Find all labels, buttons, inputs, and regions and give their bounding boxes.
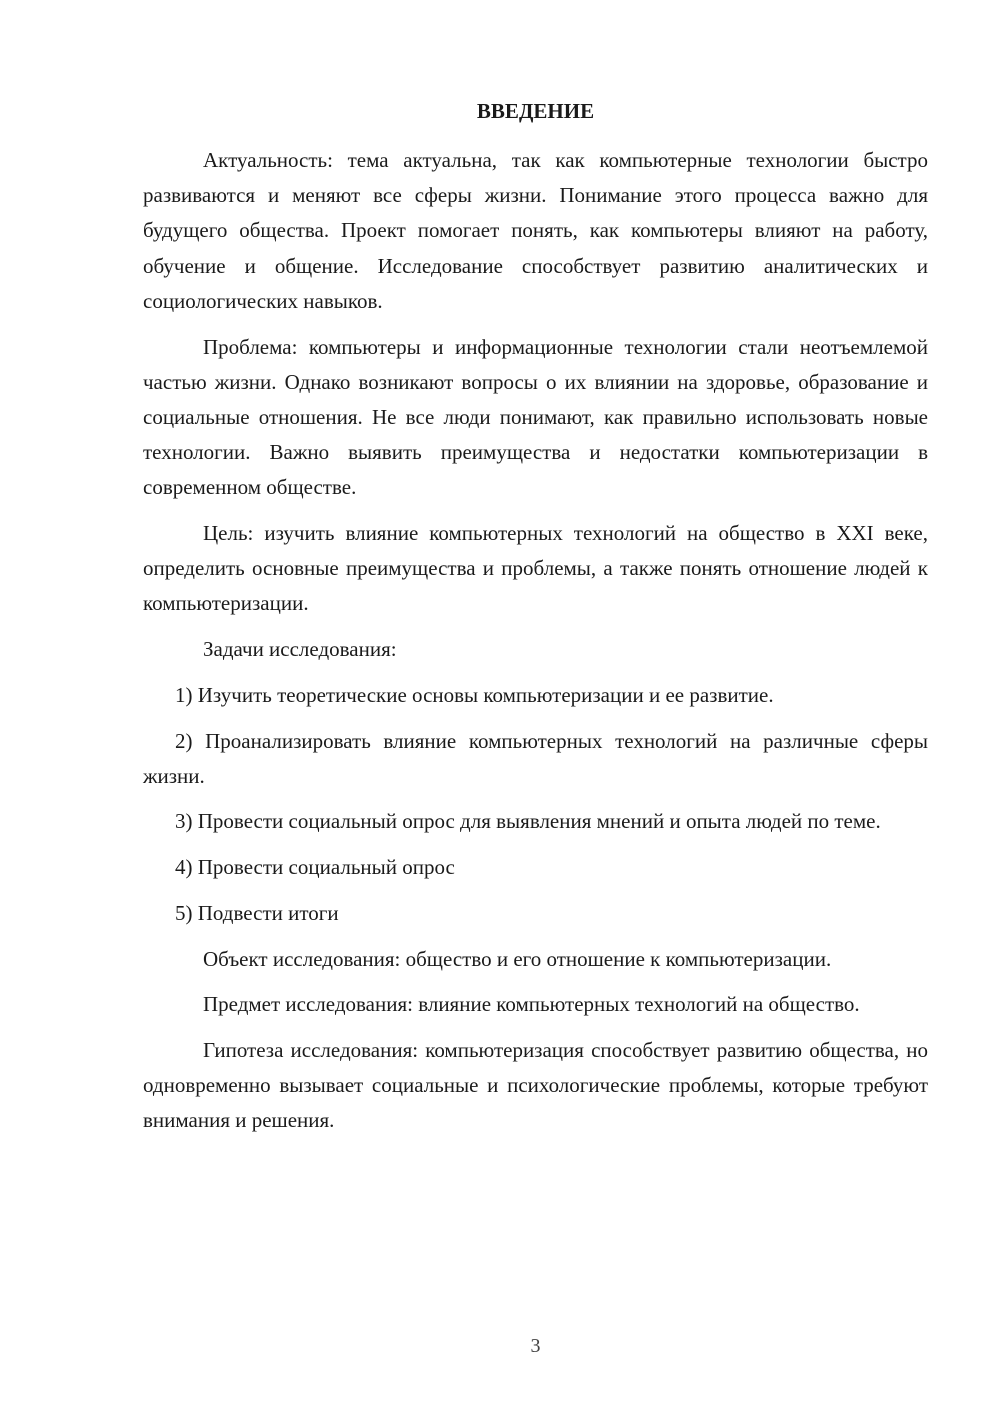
document-body (143, 143, 928, 1149)
paragraph-object: Объект исследования: общество и его отношение к компьютеризации. (203, 946, 832, 971)
task-item-2: 2) Проанализировать влияние компьютерных технологий на различные сферы жизни. (143, 728, 928, 788)
task-item-3: 3) Провести социальный опрос для выявления мнений и опыта людей по теме. (175, 809, 881, 834)
paragraph-hypothesis: Гипотеза исследования: компьютеризация способствует развитию общества, но одновременно вызывает социальные и психологические проблемы, которые требуют внимания и решения. (143, 1037, 928, 1133)
task-item-4: 4) Провести социальный опрос (175, 855, 455, 880)
paragraph-goal: Цель: изучить влияние компьютерных технологий на общество в XXI веке, определить основные преимущества и проблемы, а также понять отношение людей к компьютеризации. (143, 521, 928, 616)
task-item-5: 5) Подвести итоги (175, 900, 339, 925)
paragraph-subject: Предмет исследования: влияние компьютерных технологий на общество. (203, 992, 860, 1017)
document-title: ВВЕДЕНИЕ (476, 99, 595, 123)
paragraph-relevance: Актуальность: тема актуальна, так как компьютерные технологии быстро развиваются и меняют все сферы жизни. Понимание этого процесса важно для будущего общества. Проект помогает понять, как компьютеры влияют на работу, обучение и общение. Исследование способствует развитию аналитических и социологических навыков. (143, 148, 928, 313)
page-number: 3 (530, 1335, 541, 1357)
paragraph-tasks-heading: Задачи исследования: (203, 637, 397, 662)
paragraph-problem: Проблема: компьютеры и информационные технологии стали неотъемлемой частью жизни. Однако возникают вопросы о их влиянии на здоровье, образование и социальные отношения. Не все люди понимают, как правильно использовать новые технологии. Важно выявить преимущества и недостатки компьютеризации в современном обществе. (143, 334, 928, 500)
task-item-1: 1) Изучить теоретические основы компьютеризации и ее развитие. (175, 682, 774, 707)
document-page (143, 0, 928, 1414)
